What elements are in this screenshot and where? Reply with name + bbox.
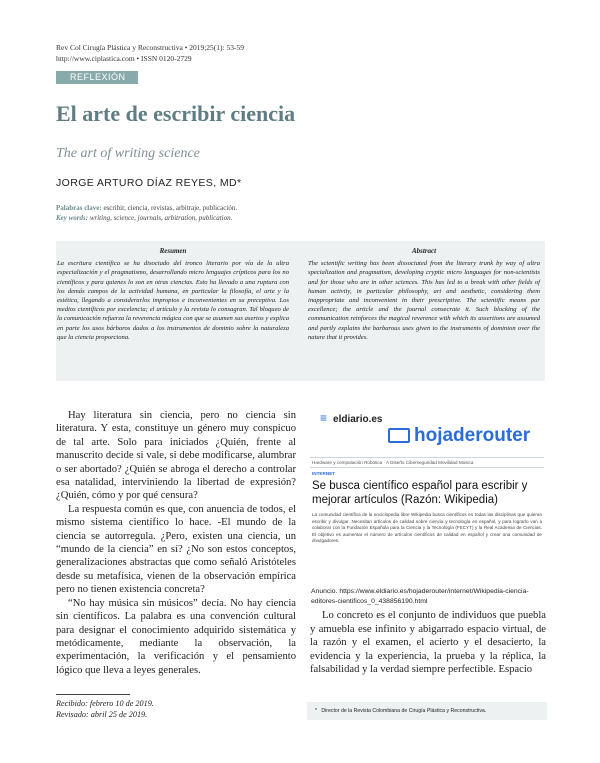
news-category-tag: INTERNET <box>312 471 335 476</box>
abstract-en-text: The scientific writing has been dissociated from the literary trunk by way of ultra specialization and pragmatism, developing cryptic micro languages for non-scientists and for those who are in other sciences. This has led to a break with other fields of human activity, in particular philosophy, art and aesthetic, considering them inappropriate and inconvenient in their prescriptive. The scientific means par excellence; the article and the journal consecrate it. Such blocking of the communication reinforces the magical reverence with which its assertions are assumed and partly explains the barbarous uses given to the instruments of dominion over the nature that it provides. <box>308 260 540 341</box>
abstract-en <box>308 247 540 342</box>
revised-date: Revisado: abril 25 de 2019. <box>56 710 148 719</box>
abstract-en-heading: Abstract <box>411 247 437 255</box>
author-name: JORGE ARTURO DÍAZ REYES, MD* <box>56 177 242 189</box>
body-paragraph: Hay literatura sin ciencia, pero no ciencia sin literatura. Y esta, constituye un género muy conspicuo de tal arte. Solo para iniciados ¿Quién, frente al manuscrito decide si vale, si debe modificarse, alumbrar o ser abortado? ¿Quién se abroga el derecho a controlar esa natalidad, interviniendo la libertad de expresión? ¿Quién, cómo y por qué censura? <box>56 410 296 502</box>
keywords-en-label: Key words: <box>56 214 89 222</box>
footnote-text: Director de la Revista Colombiana de Cirugía Plástica y Reconstructiva. <box>321 708 487 714</box>
body-left-column <box>56 409 296 677</box>
footnote-marker: * <box>315 708 322 714</box>
abstract-es-text: La escritura científica se ha disociado del tronco literario por vía de la ultra especialización y el pragmatismo, desarrollando micro lenguajes crípticos para los no científicos y para quienes lo son en otras ciencias. Esto ha llevado a una ruptura con los demás campos de la actividad humana, en particular la filosofía, el arte y la estética, llegando a considerarlos impropios e inconvenientes en su preceptiva. Los medios científicos por excelencia; el artículo y la revista lo consagran. Tal bloqueo de la comunicación refuerza la reverencia mágica con que se asumen sus asertos y explica en parte los usos bárbaros dados a los instrumentos de dominio sobre la naturaleza que la ciencia proporciona. <box>57 260 289 341</box>
abstract-es <box>57 247 289 342</box>
news-body: La comunidad científica de la enciclopedia libre Wikipedia busca científicos en todas las disciplinas que quieran escribir y divulgar. Necesitan artículos de calidad sobre ciencia y tecnología en español, y para lograrlo van a colaborar con la Fundación Española para la Ciencia y la Tecnología (FECYT) y la Real Academia de Ciencias. El objetivo es aumentar el número de artículos científicos de calidad en español y crear una comunidad de divulgadores. <box>312 512 542 543</box>
abstract-es-heading: Resumen <box>159 247 187 255</box>
divider <box>56 694 130 695</box>
journal-citation: Rev Col Cirugía Plástica y Reconstructiva • 2019;25(1): 53-59 <box>56 43 245 52</box>
section-label: REFLEXIÓN <box>56 71 138 84</box>
hojaderouter-brand: hojaderouter <box>414 425 531 446</box>
received-date: Recibido: febrero 10 de 2019. <box>56 699 154 708</box>
article-title: El arte de escribir ciencia <box>56 101 296 126</box>
eldiario-logo <box>320 411 382 425</box>
news-screenshot <box>310 405 544 574</box>
keywords-es <box>56 204 237 212</box>
keywords-en-text: writing, science, journals, arbitration, publication. <box>88 214 233 222</box>
news-navbar: Hardware y computación Robótica · A Diseño Ciberseguridad Movilidad Música <box>310 457 544 468</box>
body-right-column: Lo concreto es el conjunto de individuos que puebla y amuebla ese infinito y abigarrado espacio virtual, de la razón y el examen, el acierto y el desacierto, la evidencia y la experiencia, la prueba y la réplica, la falsabilidad y la verdad siempre perfectible. Espacio <box>310 610 546 676</box>
author-footnote <box>307 702 547 720</box>
keywords-es-text: escribir, ciencia, revistas, arbitraje, publicación. <box>101 204 238 212</box>
menu-icon: ≡ <box>320 411 328 425</box>
router-icon <box>388 428 410 443</box>
keywords-es-label: Palabras clave: <box>56 204 102 212</box>
news-headline: Se busca científico español para escribir y mejorar artículos (Razón: Wikipedia) <box>312 480 528 506</box>
keywords-en <box>56 214 232 222</box>
abstract-box <box>56 241 545 381</box>
body-paragraph: “No hay música sin músicos” decía. No hay ciencia sin científicos. La palabra es una convención cultural para designar el conocimiento adquirido sistemática y metódicamente, mediante la observación, la experimentación, la verificación y el pensamiento lógico que lleva a leyes generales. <box>56 597 296 676</box>
figure-caption: Anuncio. https://www.eldiario.es/hojaderouter/internet/Wikipedia-ciencia-editores-cientificos_0_438856190.html <box>311 588 529 605</box>
article-subtitle: The art of writing science <box>56 146 200 161</box>
eldiario-site: eldiario.es <box>333 414 383 425</box>
journal-website[interactable]: http://www.ciplastica.com • ISSN 0120-2729 <box>56 54 192 63</box>
body-paragraph: La respuesta común es que, con anuencia de todos, el mismo sistema científico lo hace. -El mundo de la ciencia se autorregula. ¿Pero, existen una ciencia, un “mundo de la ciencia” en sí? ¿No son estos conceptos, generalizaciones abstractas que como señaló Aristóteles desde su metafísica, vienen de la observación empírica pero no tienen existencia concreta? <box>56 503 296 596</box>
